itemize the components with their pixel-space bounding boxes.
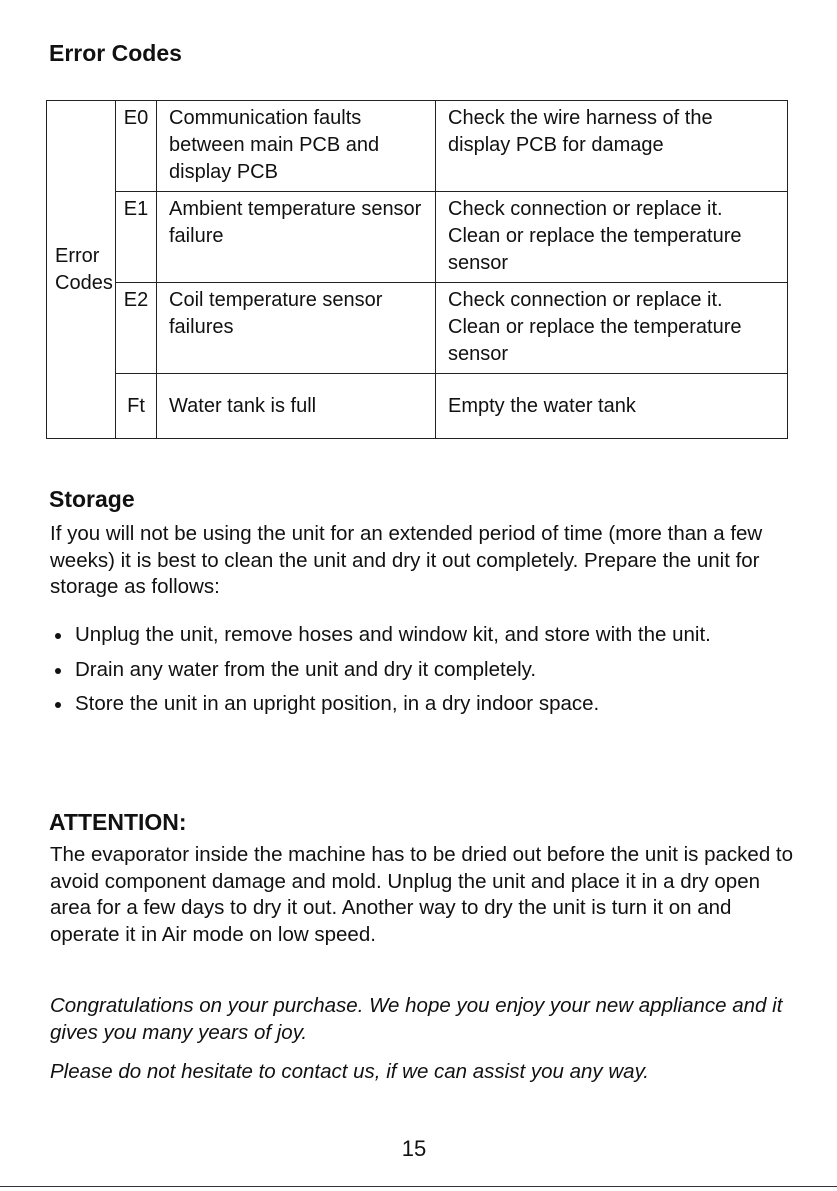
error-description-cell: Water tank is full xyxy=(157,374,436,439)
attention-heading: ATTENTION: xyxy=(49,809,187,835)
list-item-text: Drain any water from the unit and dry it completely. xyxy=(75,657,537,681)
bullet-icon xyxy=(55,633,61,639)
list-item xyxy=(52,691,782,718)
bullet-icon xyxy=(55,668,61,674)
footer-divider xyxy=(0,1186,837,1187)
list-item xyxy=(52,622,782,649)
storage-paragraph: If you will not be using the unit for an extended period of time (more than a few weeks) it is best to clean the unit and dry it out completely. Prepare the unit for storage as follows: xyxy=(50,522,763,598)
error-code-cell: E0 xyxy=(116,101,157,192)
attention-paragraph: The evaporator inside the machine has to be dried out before the unit is packed to avoid component damage and mold. Unplug the unit and place it in a dry open area for a few days to dry it out. Another way to dry the unit is turn it on and operate it in Air mode on low speed. xyxy=(50,843,794,946)
table-row xyxy=(47,374,788,439)
error-code-cell: E2 xyxy=(116,283,157,374)
contact-message: Please do not hesitate to contact us, if we can assist you any way. xyxy=(50,1060,650,1083)
list-item-text: Store the unit in an upright position, in a dry indoor space. xyxy=(75,692,600,715)
error-action-cell: Check connection or replace it. Clean or replace the temperature sensor xyxy=(436,192,788,283)
closing-message: Congratulations on your purchase. We hope you enjoy your new appliance and it gives you many years of joy. xyxy=(50,994,783,1044)
page-number: 15 xyxy=(401,1136,427,1161)
error-code-cell: E1 xyxy=(116,192,157,283)
error-codes-table xyxy=(46,100,788,439)
error-codes-row-label: Error Codes xyxy=(47,101,116,439)
list-item xyxy=(52,657,782,684)
error-description-cell: Ambient temperature sensor failure xyxy=(157,192,436,283)
list-item-text: Unplug the unit, remove hoses and window kit, and store with the unit. xyxy=(75,623,711,646)
error-code-cell: Ft xyxy=(116,374,157,439)
bullet-icon xyxy=(55,702,61,708)
table-row xyxy=(47,101,788,192)
error-codes-heading: Error Codes xyxy=(49,40,182,66)
table-row xyxy=(47,192,788,283)
error-description-cell: Coil temperature sensor failures xyxy=(157,283,436,374)
error-action-cell: Check the wire harness of the display PCB for damage xyxy=(436,101,788,192)
table-row xyxy=(47,283,788,374)
error-action-cell: Empty the water tank xyxy=(436,374,788,439)
error-description-cell: Communication faults between main PCB and display PCB xyxy=(157,101,436,192)
error-action-cell: Check connection or replace it. Clean or replace the temperature sensor xyxy=(436,283,788,374)
storage-steps-list xyxy=(52,622,782,726)
storage-heading: Storage xyxy=(49,486,135,512)
